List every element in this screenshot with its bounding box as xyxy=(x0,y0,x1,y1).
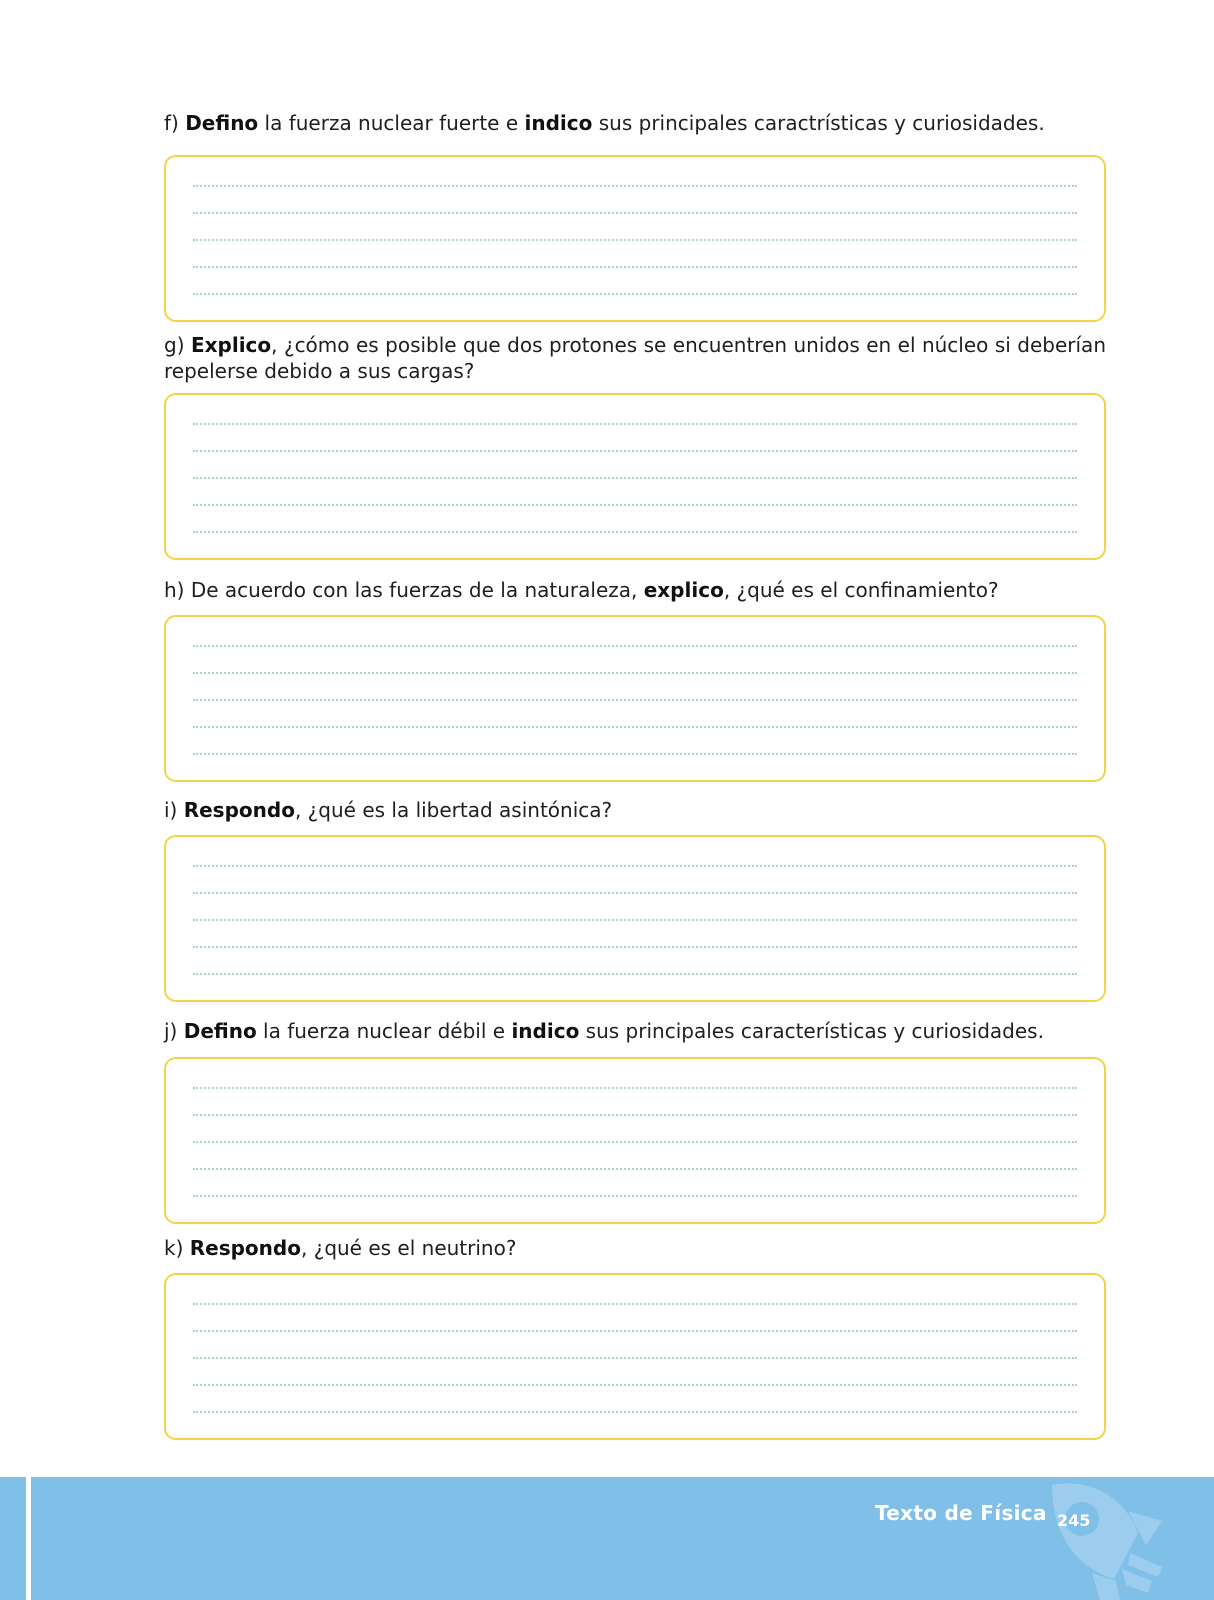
answer-line xyxy=(193,645,1077,647)
answer-box-f[interactable] xyxy=(164,155,1106,322)
page-number: 245 xyxy=(1057,1511,1091,1530)
footer-stripe xyxy=(26,1477,31,1600)
answer-line xyxy=(193,699,1077,701)
question-i: i) Respondo, ¿qué es la libertad asintónica? xyxy=(164,798,613,822)
answer-line xyxy=(193,266,1077,268)
answer-box-h[interactable] xyxy=(164,615,1106,782)
answer-line xyxy=(193,726,1077,728)
answer-box-g[interactable] xyxy=(164,393,1106,560)
answer-line xyxy=(193,973,1077,975)
answer-box-i[interactable] xyxy=(164,835,1106,1002)
answer-line xyxy=(193,753,1077,755)
answer-line xyxy=(193,1384,1077,1386)
answer-line xyxy=(193,1357,1077,1359)
answer-line xyxy=(193,1330,1077,1332)
answer-line xyxy=(193,892,1077,894)
answer-line xyxy=(193,531,1077,533)
book-title: Texto de Física xyxy=(875,1501,1047,1525)
answer-line xyxy=(193,423,1077,425)
page-footer xyxy=(0,1477,1214,1600)
answer-line xyxy=(193,477,1077,479)
answer-line xyxy=(193,212,1077,214)
answer-line xyxy=(193,946,1077,948)
answer-line xyxy=(193,865,1077,867)
answer-line xyxy=(193,185,1077,187)
answer-line xyxy=(193,450,1077,452)
answer-line xyxy=(193,1411,1077,1413)
answer-line xyxy=(193,1303,1077,1305)
answer-line xyxy=(193,919,1077,921)
answer-line xyxy=(193,293,1077,295)
question-f: f) Defino la fuerza nuclear fuerte e indico sus principales caractrísticas y curiosidades. xyxy=(164,111,1045,135)
answer-box-k[interactable] xyxy=(164,1273,1106,1440)
answer-line xyxy=(193,239,1077,241)
question-j: j) Defino la fuerza nuclear débil e indico sus principales características y curiosidades. xyxy=(164,1019,1044,1043)
answer-line xyxy=(193,504,1077,506)
answer-line xyxy=(193,1195,1077,1197)
rocket-icon xyxy=(1030,1477,1214,1600)
answer-line xyxy=(193,1087,1077,1089)
answer-box-j[interactable] xyxy=(164,1057,1106,1224)
answer-line xyxy=(193,1141,1077,1143)
question-h: h) De acuerdo con las fuerzas de la naturaleza, explico, ¿qué es el confinamiento? xyxy=(164,578,999,602)
question-k: k) Respondo, ¿qué es el neutrino? xyxy=(164,1236,517,1260)
answer-line xyxy=(193,672,1077,674)
question-g: g) Explico, ¿cómo es posible que dos protones se encuentren unidos en el núcleo si deberían repelerse debido a sus cargas? xyxy=(164,333,1106,383)
answer-line xyxy=(193,1168,1077,1170)
answer-line xyxy=(193,1114,1077,1116)
